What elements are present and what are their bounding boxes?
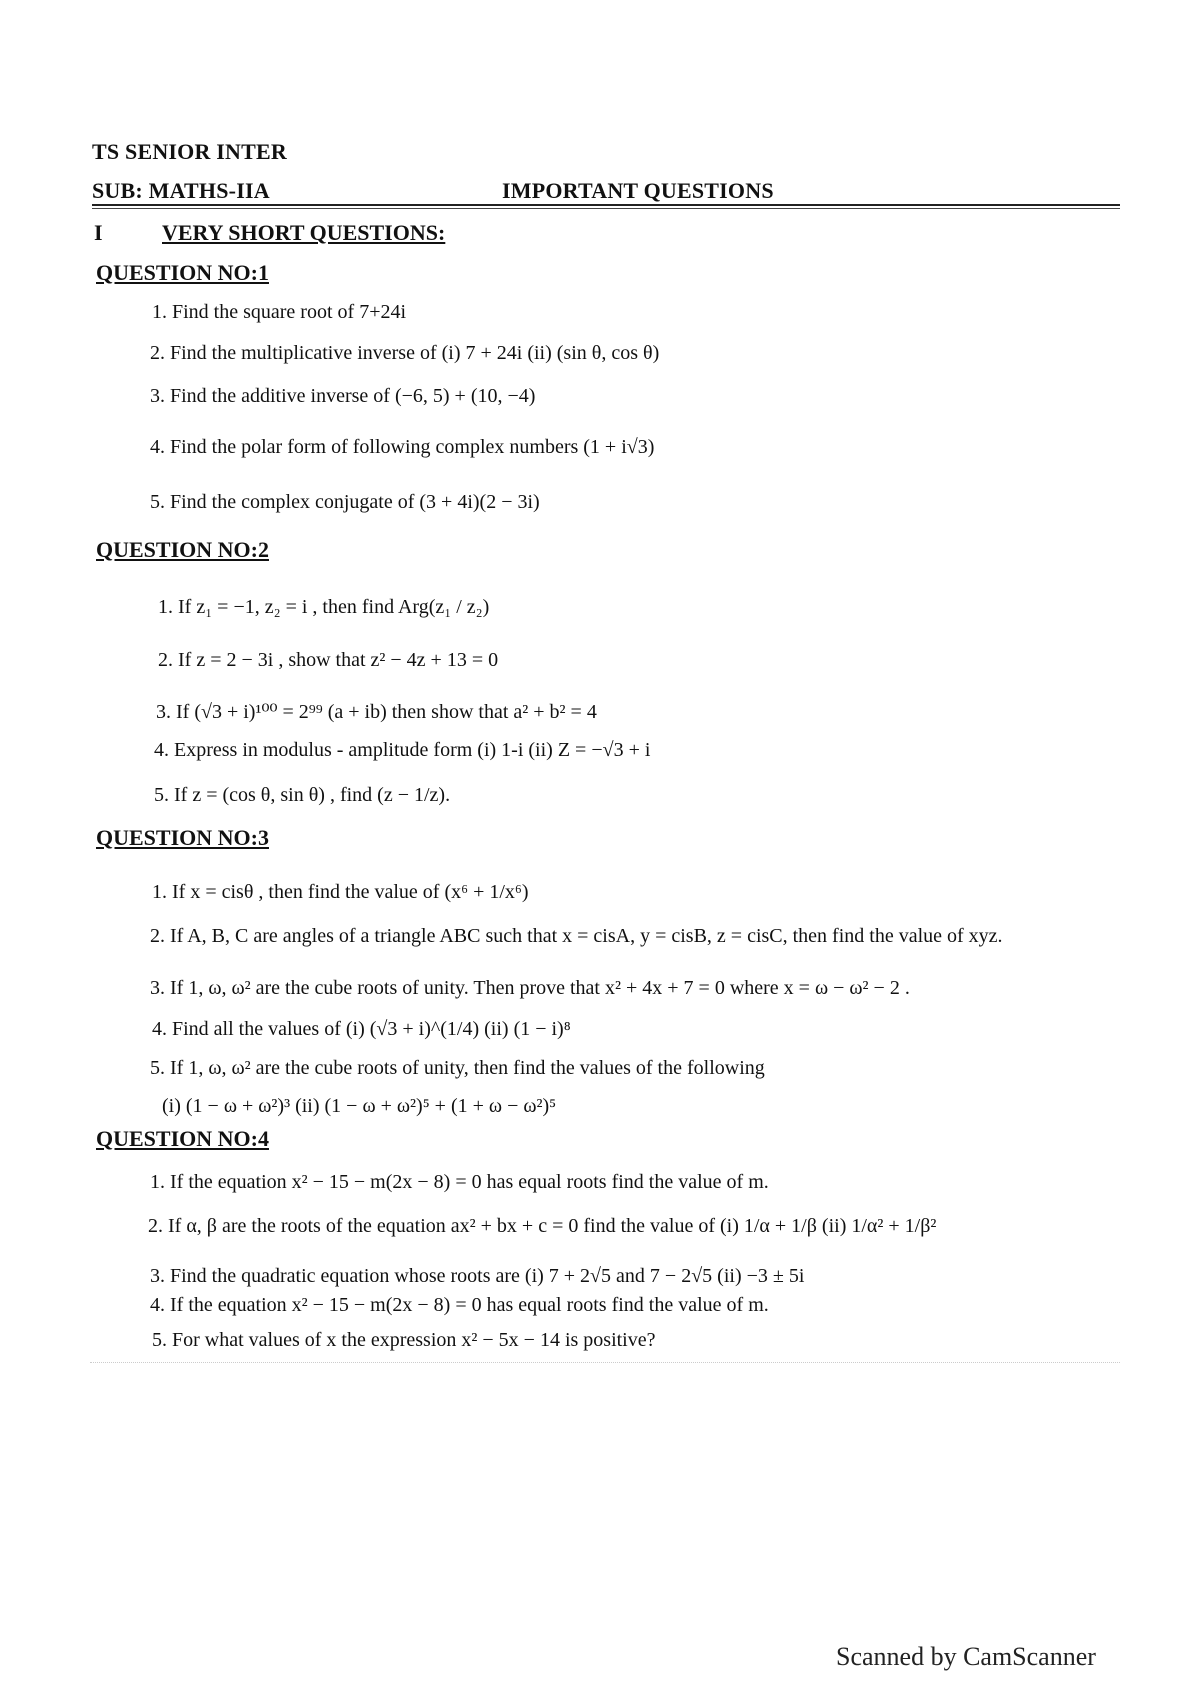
list-item: (i) (1 − ω + ω²)³ (ii) (1 − ω + ω²)⁵ + (1 + ω − ω²)⁵ bbox=[162, 1095, 557, 1117]
subject-label: SUB: MATHS-IIA bbox=[92, 178, 270, 203]
list-item: 2. If α, β are the roots of the equation ax² + bx + c = 0 find the value of (i) 1/α + 1/β (ii) 1/α² + 1/β² bbox=[148, 1215, 937, 1237]
header-rule-top bbox=[92, 204, 1120, 206]
list-item: 4. Find all the values of (i) (√3 + i)^(1/4) (ii) (1 − i)⁸ bbox=[152, 1018, 571, 1040]
part-title: VERY SHORT QUESTIONS: bbox=[162, 220, 446, 245]
scan-edge-line bbox=[90, 1362, 1120, 1363]
section-heading-q4: QUESTION NO:4 bbox=[96, 1126, 269, 1151]
section-heading-q2: QUESTION NO:2 bbox=[96, 537, 269, 562]
list-item: 1. If the equation x² − 15 − m(2x − 8) = 0 has equal roots find the value of m. bbox=[150, 1171, 769, 1193]
list-item: 2. Find the multiplicative inverse of (i) 7 + 24i (ii) (sin θ, cos θ) bbox=[150, 342, 660, 364]
list-item: 4. Express in modulus - amplitude form (i) 1-i (ii) Z = −√3 + i bbox=[154, 739, 651, 761]
list-item: 3. Find the quadratic equation whose roots are (i) 7 + 2√5 and 7 − 2√5 (ii) −3 ± 5i bbox=[150, 1265, 805, 1287]
header-rule-bottom bbox=[92, 208, 1120, 209]
list-item: 3. If 1, ω, ω² are the cube roots of unity. Then prove that x² + 4x + 7 = 0 where x = ω − ω² − 2 . bbox=[150, 977, 910, 999]
list-item: 5. If z = (cos θ, sin θ) , find (z − 1/z). bbox=[154, 784, 451, 806]
list-item: 1. If z₁ = −1, z₂ = i , then find Arg(z₁ / z₂) bbox=[158, 596, 490, 618]
list-item: 4. Find the polar form of following complex numbers (1 + i√3) bbox=[150, 436, 655, 458]
section-heading-q3: QUESTION NO:3 bbox=[96, 825, 269, 850]
board-title: TS SENIOR INTER bbox=[92, 139, 287, 164]
list-item: 3. If (√3 + i)¹⁰⁰ = 2⁹⁹ (a + ib) then show that a² + b² = 4 bbox=[156, 701, 597, 723]
scanner-watermark: Scanned by CamScanner bbox=[836, 1642, 1096, 1671]
list-item: 1. If x = cisθ , then find the value of (x⁶ + 1/x⁶) bbox=[152, 881, 529, 903]
list-item: 5. For what values of x the expression x² − 5x − 14 is positive? bbox=[152, 1329, 656, 1351]
list-item: 5. Find the complex conjugate of (3 + 4i)(2 − 3i) bbox=[150, 491, 540, 513]
section-heading-q1: QUESTION NO:1 bbox=[96, 260, 269, 285]
list-item: 3. Find the additive inverse of (−6, 5) + (10, −4) bbox=[150, 385, 536, 407]
document-title: IMPORTANT QUESTIONS bbox=[502, 178, 774, 203]
list-item: 2. If z = 2 − 3i , show that z² − 4z + 13 = 0 bbox=[158, 649, 499, 671]
list-item: 1. Find the square root of 7+24i bbox=[152, 301, 407, 323]
list-item: 4. If the equation x² − 15 − m(2x − 8) = 0 has equal roots find the value of m. bbox=[150, 1294, 769, 1316]
part-numeral: I bbox=[94, 220, 103, 245]
list-item: 5. If 1, ω, ω² are the cube roots of unity, then find the values of the following bbox=[150, 1057, 765, 1079]
list-item: 2. If A, B, C are angles of a triangle ABC such that x = cisA, y = cisB, z = cisC, then find the value of xyz. bbox=[150, 925, 1003, 947]
